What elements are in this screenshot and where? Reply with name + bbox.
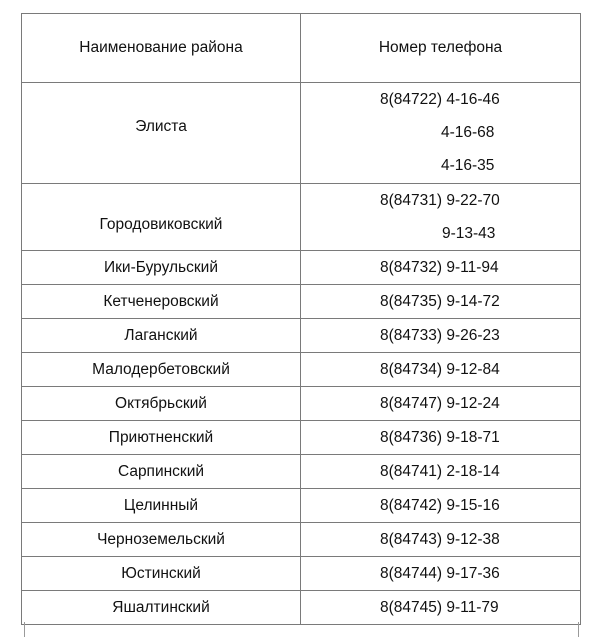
table-row [22, 421, 581, 455]
table-row [22, 557, 581, 591]
phone-number: 8(84736) 9-18-71 [301, 421, 581, 455]
table-row [22, 523, 581, 557]
table-row [22, 285, 581, 319]
district-cell [22, 83, 301, 184]
page-edge-right [578, 622, 579, 637]
district-name: Октябрьский [22, 387, 301, 421]
phone-number: 4-16-68 [441, 124, 495, 141]
phone-cell [301, 184, 581, 251]
phone-number: 8(84733) 9-26-23 [301, 319, 581, 353]
phone-number: 4-16-35 [441, 157, 495, 174]
district-name: Лаганский [22, 319, 301, 353]
table-row [22, 184, 581, 251]
phone-number: 8(84732) 9-11-94 [301, 251, 581, 285]
table-row [22, 455, 581, 489]
phone-number: 8(84731) 9-22-70 [380, 192, 500, 209]
phone-number: 8(84741) 2-18-14 [301, 455, 581, 489]
table-header-row [22, 14, 581, 83]
district-name: Юстинский [22, 557, 301, 591]
header-district: Наименование района [22, 14, 301, 83]
header-phone: Номер телефона [301, 14, 581, 83]
table-row [22, 83, 581, 184]
table-row [22, 353, 581, 387]
phone-cell [301, 83, 581, 184]
phone-directory-table [21, 13, 581, 625]
phone-number: 8(84735) 9-14-72 [301, 285, 581, 319]
phone-number: 8(84747) 9-12-24 [301, 387, 581, 421]
district-name: Сарпинский [22, 455, 301, 489]
district-name: Ики-Бурульский [22, 251, 301, 285]
district-name: Элиста [135, 118, 187, 135]
phone-number: 8(84744) 9-17-36 [301, 557, 581, 591]
table-row [22, 591, 581, 625]
district-name: Черноземельский [22, 523, 301, 557]
phone-number: 8(84722) 4-16-46 [380, 91, 500, 108]
page-edge-left [24, 622, 25, 637]
district-name: Кетченеровский [22, 285, 301, 319]
district-name: Приютненский [22, 421, 301, 455]
table-row [22, 251, 581, 285]
phone-number: 8(84743) 9-12-38 [301, 523, 581, 557]
phone-number: 8(84734) 9-12-84 [301, 353, 581, 387]
district-name: Малодербетовский [22, 353, 301, 387]
phone-number: 8(84742) 9-15-16 [301, 489, 581, 523]
district-name: Целинный [22, 489, 301, 523]
district-name: Городовиковский [99, 216, 223, 233]
table-row [22, 489, 581, 523]
district-cell [22, 184, 301, 251]
table-row [22, 319, 581, 353]
phone-number: 8(84745) 9-11-79 [301, 591, 581, 625]
district-name: Яшалтинский [22, 591, 301, 625]
phone-number: 9-13-43 [442, 225, 496, 242]
table-row [22, 387, 581, 421]
